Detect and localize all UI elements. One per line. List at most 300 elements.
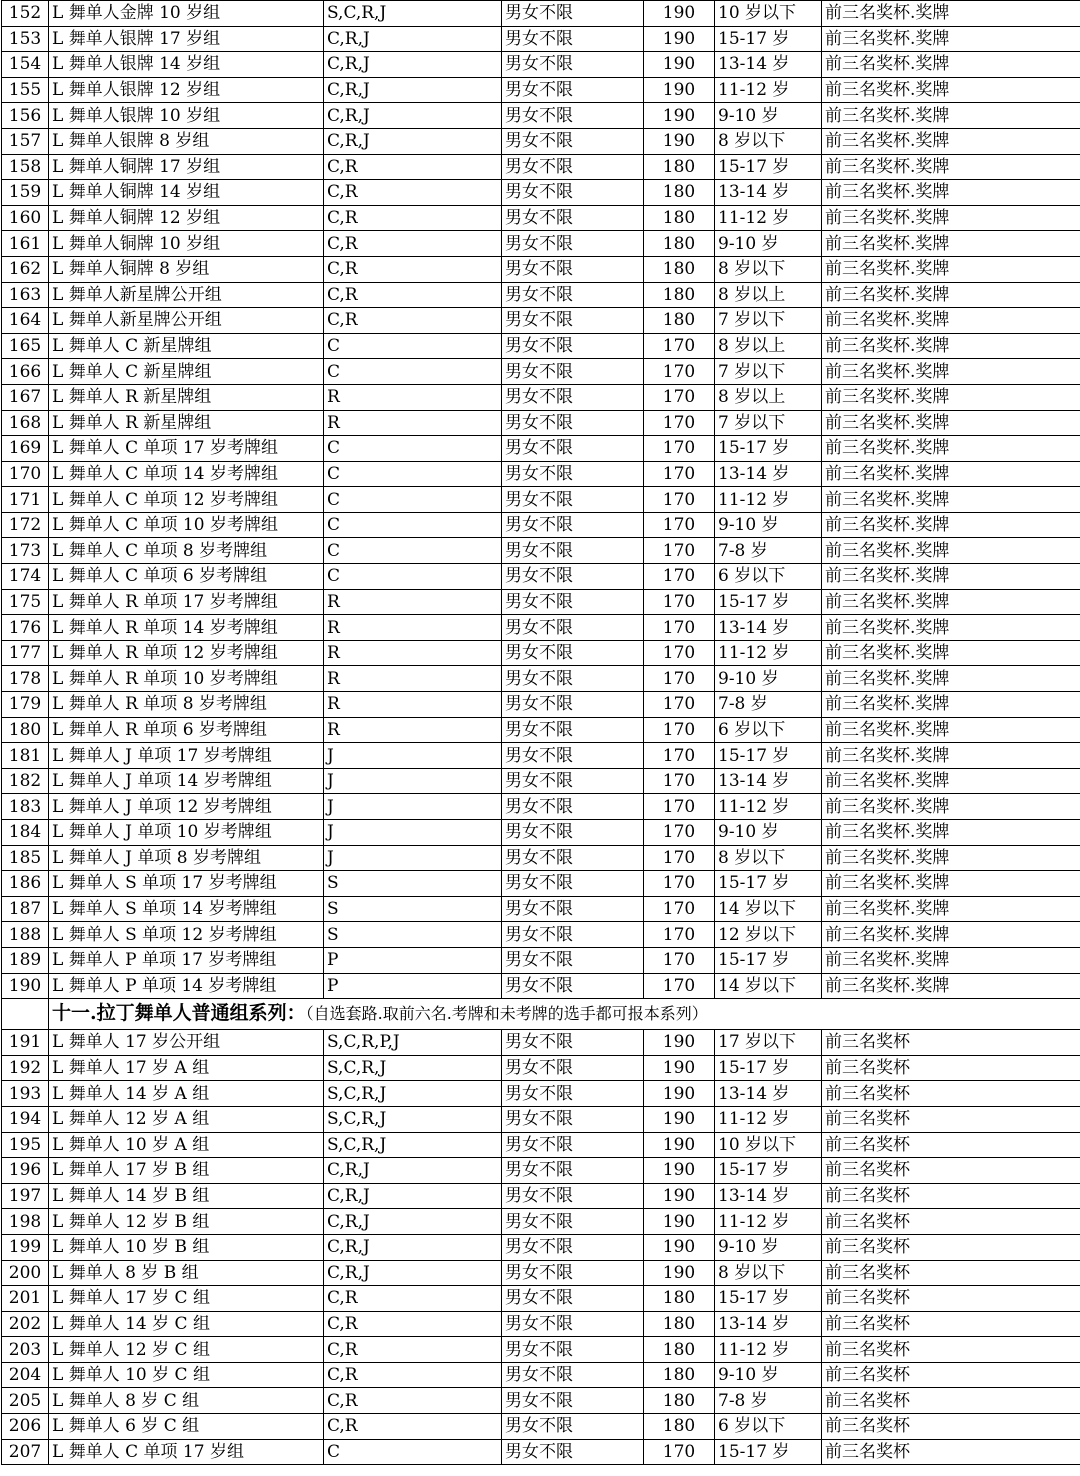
- cell-awards: 前三名奖杯.奖牌: [822, 692, 1080, 718]
- cell-event-name: L 舞单人 17 岁 B 组: [49, 1158, 324, 1184]
- cell-age-range: 11-12 岁: [715, 1209, 822, 1235]
- table-row: [2, 154, 1080, 180]
- table-row: [2, 717, 1080, 743]
- table-row: [2, 922, 1080, 948]
- cell-fee: 170: [644, 410, 715, 436]
- cell-event-name: L 舞单人 14 岁 B 组: [49, 1183, 324, 1209]
- cell-fee: 190: [644, 1106, 715, 1132]
- cell-awards: 前三名奖杯.奖牌: [822, 640, 1080, 666]
- cell-event-name: L 舞单人 10 岁 B 组: [49, 1234, 324, 1260]
- table-row: [2, 282, 1080, 308]
- cell-age-range: 11-12 岁: [715, 1337, 822, 1363]
- cell-dances: C,R: [324, 180, 502, 206]
- cell-gender: 男女不限: [502, 1286, 644, 1312]
- cell-dances: S: [324, 896, 502, 922]
- cell-number: 203: [2, 1337, 49, 1363]
- cell-age-range: 13-14 岁: [715, 1183, 822, 1209]
- cell-gender: 男女不限: [502, 1388, 644, 1414]
- cell-age-range: 12 岁以下: [715, 922, 822, 948]
- cell-gender: 男女不限: [502, 180, 644, 206]
- cell-gender: 男女不限: [502, 282, 644, 308]
- cell-awards: 前三名奖杯.奖牌: [822, 589, 1080, 615]
- cell-gender: 男女不限: [502, 1081, 644, 1107]
- cell-gender: 男女不限: [502, 871, 644, 897]
- cell-number: 178: [2, 666, 49, 692]
- cell-age-range: 6 岁以下: [715, 1414, 822, 1440]
- table-row: [2, 128, 1080, 154]
- cell-gender: 男女不限: [502, 256, 644, 282]
- table-row: [2, 1183, 1080, 1209]
- cell-event-name: L 舞单人 J 单项 8 岁考牌组: [49, 845, 324, 871]
- cell-age-range: 8 岁以上: [715, 333, 822, 359]
- cell-event-name: L 舞单人 R 新星牌组: [49, 384, 324, 410]
- cell-dances: R: [324, 589, 502, 615]
- cell-gender: 男女不限: [502, 77, 644, 103]
- table-row: [2, 103, 1080, 129]
- cell-age-range: 9-10 岁: [715, 512, 822, 538]
- cell-dances: C,R,J: [324, 1209, 502, 1235]
- cell-number: 158: [2, 154, 49, 180]
- cell-gender: 男女不限: [502, 896, 644, 922]
- cell-awards: 前三名奖杯.奖牌: [822, 1, 1080, 27]
- cell-dances: R: [324, 410, 502, 436]
- cell-dances: C: [324, 564, 502, 590]
- cell-gender: 男女不限: [502, 768, 644, 794]
- cell-fee: 170: [644, 666, 715, 692]
- cell-awards: 前三名奖杯.奖牌: [822, 77, 1080, 103]
- cell-event-name: L 舞单人银牌 14 岁组: [49, 52, 324, 78]
- cell-age-range: 8 岁以下: [715, 256, 822, 282]
- cell-dances: C,R,J: [324, 128, 502, 154]
- cell-dances: C: [324, 333, 502, 359]
- cell-number: 168: [2, 410, 49, 436]
- cell-fee: 180: [644, 1337, 715, 1363]
- cell-dances: R: [324, 384, 502, 410]
- cell-event-name: L 舞单人 R 新星牌组: [49, 410, 324, 436]
- cell-fee: 170: [644, 384, 715, 410]
- cell-age-range: 9-10 岁: [715, 231, 822, 257]
- cell-fee: 190: [644, 1055, 715, 1081]
- table-row: [2, 333, 1080, 359]
- cell-gender: 男女不限: [502, 717, 644, 743]
- cell-number: 163: [2, 282, 49, 308]
- cell-age-range: 9-10 岁: [715, 1362, 822, 1388]
- cell-number: 159: [2, 180, 49, 206]
- cell-number: 153: [2, 26, 49, 52]
- cell-event-name: L 舞单人 10 岁 A 组: [49, 1132, 324, 1158]
- cell-gender: 男女不限: [502, 589, 644, 615]
- cell-dances: C,R: [324, 256, 502, 282]
- cell-gender: 男女不限: [502, 52, 644, 78]
- table-row: [2, 52, 1080, 78]
- cell-event-name: L 舞单人 C 单项 17 岁组: [49, 1439, 324, 1465]
- cell-age-range: 10 岁以下: [715, 1132, 822, 1158]
- cell-number: 196: [2, 1158, 49, 1184]
- cell-number: 157: [2, 128, 49, 154]
- cell-gender: 男女不限: [502, 1337, 644, 1363]
- cell-age-range: 15-17 岁: [715, 743, 822, 769]
- cell-event-name: L 舞单人 C 单项 17 岁考牌组: [49, 436, 324, 462]
- cell-age-range: 7 岁以下: [715, 308, 822, 334]
- cell-number: 197: [2, 1183, 49, 1209]
- cell-event-name: L 舞单人 17 岁 C 组: [49, 1286, 324, 1312]
- table-row: [2, 973, 1080, 999]
- cell-age-range: 9-10 岁: [715, 103, 822, 129]
- table-row: [2, 820, 1080, 846]
- cell-gender: 男女不限: [502, 359, 644, 385]
- cell-age-range: 8 岁以上: [715, 282, 822, 308]
- table-body-top: [2, 1, 1080, 999]
- table-row: [2, 947, 1080, 973]
- cell-number: 199: [2, 1234, 49, 1260]
- cell-event-name: L 舞单人 14 岁 C 组: [49, 1311, 324, 1337]
- cell-awards: 前三名奖杯.奖牌: [822, 103, 1080, 129]
- cell-awards: 前三名奖杯: [822, 1106, 1080, 1132]
- cell-gender: 男女不限: [502, 922, 644, 948]
- table-row: [2, 384, 1080, 410]
- cell-dances: J: [324, 794, 502, 820]
- cell-age-range: 15-17 岁: [715, 1055, 822, 1081]
- cell-awards: 前三名奖杯: [822, 1158, 1080, 1184]
- cell-age-range: 14 岁以下: [715, 896, 822, 922]
- cell-fee: 170: [644, 717, 715, 743]
- cell-dances: J: [324, 845, 502, 871]
- cell-dances: S,C,R,J: [324, 1055, 502, 1081]
- cell-event-name: L 舞单人 R 单项 14 岁考牌组: [49, 615, 324, 641]
- cell-number: 173: [2, 538, 49, 564]
- cell-awards: 前三名奖杯: [822, 1286, 1080, 1312]
- cell-awards: 前三名奖杯.奖牌: [822, 461, 1080, 487]
- cell-event-name: L 舞单人 10 岁 C 组: [49, 1362, 324, 1388]
- cell-awards: 前三名奖杯.奖牌: [822, 128, 1080, 154]
- cell-fee: 170: [644, 615, 715, 641]
- table-row: [2, 436, 1080, 462]
- cell-awards: 前三名奖杯.奖牌: [822, 615, 1080, 641]
- table-row: [2, 180, 1080, 206]
- cell-awards: 前三名奖杯.奖牌: [822, 922, 1080, 948]
- cell-number: 207: [2, 1439, 49, 1465]
- cell-number: 182: [2, 768, 49, 794]
- table-row: [2, 564, 1080, 590]
- cell-event-name: L 舞单人 12 岁 A 组: [49, 1106, 324, 1132]
- cell-age-range: 15-17 岁: [715, 154, 822, 180]
- cell-fee: 170: [644, 538, 715, 564]
- cell-event-name: L 舞单人 R 单项 17 岁考牌组: [49, 589, 324, 615]
- cell-number: 172: [2, 512, 49, 538]
- cell-dances: J: [324, 768, 502, 794]
- section-note: （自选套路.取前六名.考牌和未考牌的选手都可报本系列）: [305, 1004, 708, 1024]
- cell-awards: 前三名奖杯.奖牌: [822, 333, 1080, 359]
- cell-fee: 170: [644, 461, 715, 487]
- cell-number: 174: [2, 564, 49, 590]
- table-row: [2, 205, 1080, 231]
- cell-number: 200: [2, 1260, 49, 1286]
- cell-fee: 170: [644, 871, 715, 897]
- cell-awards: 前三名奖杯.奖牌: [822, 308, 1080, 334]
- cell-gender: 男女不限: [502, 615, 644, 641]
- cell-dances: R: [324, 615, 502, 641]
- cell-age-range: 7-8 岁: [715, 538, 822, 564]
- table-row: [2, 1132, 1080, 1158]
- cell-dances: C,R,J: [324, 103, 502, 129]
- cell-dances: S,C,R,J: [324, 1081, 502, 1107]
- cell-gender: 男女不限: [502, 487, 644, 513]
- table-row: [2, 231, 1080, 257]
- cell-event-name: L 舞单人 J 单项 10 岁考牌组: [49, 820, 324, 846]
- cell-awards: 前三名奖杯: [822, 1439, 1080, 1465]
- cell-age-range: 13-14 岁: [715, 615, 822, 641]
- cell-gender: 男女不限: [502, 1055, 644, 1081]
- table-row: [2, 794, 1080, 820]
- cell-event-name: L 舞单人 R 单项 10 岁考牌组: [49, 666, 324, 692]
- cell-fee: 190: [644, 103, 715, 129]
- cell-dances: C,R,J: [324, 1234, 502, 1260]
- table-row: [2, 1158, 1080, 1184]
- cell-fee: 170: [644, 564, 715, 590]
- cell-fee: 190: [644, 1209, 715, 1235]
- cell-gender: 男女不限: [502, 103, 644, 129]
- cell-awards: 前三名奖杯.奖牌: [822, 180, 1080, 206]
- cell-age-range: 9-10 岁: [715, 1234, 822, 1260]
- cell-gender: 男女不限: [502, 640, 644, 666]
- cell-event-name: L 舞单人 S 单项 17 岁考牌组: [49, 871, 324, 897]
- cell-number: 175: [2, 589, 49, 615]
- cell-number: 183: [2, 794, 49, 820]
- table-row: [2, 1030, 1080, 1056]
- cell-fee: 170: [644, 947, 715, 973]
- cell-number: 167: [2, 384, 49, 410]
- cell-dances: C: [324, 461, 502, 487]
- cell-gender: 男女不限: [502, 333, 644, 359]
- table-row: [2, 359, 1080, 385]
- cell-number: 206: [2, 1414, 49, 1440]
- cell-fee: 180: [644, 1362, 715, 1388]
- cell-number: 187: [2, 896, 49, 922]
- cell-age-range: 11-12 岁: [715, 1106, 822, 1132]
- table-row: [2, 1414, 1080, 1440]
- cell-age-range: 15-17 岁: [715, 1286, 822, 1312]
- cell-awards: 前三名奖杯.奖牌: [822, 359, 1080, 385]
- cell-dances: C,R: [324, 1337, 502, 1363]
- cell-age-range: 10 岁以下: [715, 1, 822, 27]
- cell-awards: 前三名奖杯: [822, 1183, 1080, 1209]
- cell-dances: P: [324, 973, 502, 999]
- cell-fee: 190: [644, 1234, 715, 1260]
- cell-gender: 男女不限: [502, 1234, 644, 1260]
- cell-dances: C,R,J: [324, 1260, 502, 1286]
- cell-event-name: L 舞单人铜牌 17 岁组: [49, 154, 324, 180]
- cell-dances: P: [324, 947, 502, 973]
- cell-number: 152: [2, 1, 49, 27]
- cell-fee: 170: [644, 436, 715, 462]
- cell-number: 188: [2, 922, 49, 948]
- cell-fee: 190: [644, 1030, 715, 1056]
- table-row: [2, 1439, 1080, 1465]
- section-header-group: [2, 999, 1080, 1030]
- cell-gender: 男女不限: [502, 845, 644, 871]
- cell-number: 166: [2, 359, 49, 385]
- cell-age-range: 11-12 岁: [715, 77, 822, 103]
- cell-age-range: 7-8 岁: [715, 692, 822, 718]
- cell-event-name: L 舞单人 J 单项 14 岁考牌组: [49, 768, 324, 794]
- cell-age-range: 15-17 岁: [715, 436, 822, 462]
- cell-awards: 前三名奖杯: [822, 1337, 1080, 1363]
- cell-awards: 前三名奖杯: [822, 1030, 1080, 1056]
- cell-fee: 180: [644, 282, 715, 308]
- cell-event-name: L 舞单人新星牌公开组: [49, 282, 324, 308]
- table-row: [2, 768, 1080, 794]
- cell-dances: C: [324, 359, 502, 385]
- cell-fee: 190: [644, 1132, 715, 1158]
- cell-number: 164: [2, 308, 49, 334]
- cell-fee: 190: [644, 1183, 715, 1209]
- table-row: [2, 1260, 1080, 1286]
- cell-awards: 前三名奖杯.奖牌: [822, 973, 1080, 999]
- cell-awards: 前三名奖杯.奖牌: [822, 666, 1080, 692]
- cell-age-range: 15-17 岁: [715, 1158, 822, 1184]
- cell-awards: 前三名奖杯.奖牌: [822, 820, 1080, 846]
- cell-number: 193: [2, 1081, 49, 1107]
- cell-dances: J: [324, 743, 502, 769]
- table-row: [2, 487, 1080, 513]
- cell-dances: C,R: [324, 1414, 502, 1440]
- cell-awards: 前三名奖杯: [822, 1081, 1080, 1107]
- cell-dances: C: [324, 436, 502, 462]
- table-row: [2, 871, 1080, 897]
- cell-number: 189: [2, 947, 49, 973]
- cell-fee: 170: [644, 922, 715, 948]
- table-row: [2, 896, 1080, 922]
- cell-number: 194: [2, 1106, 49, 1132]
- cell-fee: 180: [644, 1414, 715, 1440]
- event-table: [1, 0, 1080, 1465]
- cell-fee: 170: [644, 333, 715, 359]
- cell-fee: 180: [644, 308, 715, 334]
- cell-fee: 180: [644, 1311, 715, 1337]
- cell-event-name: L 舞单人 8 岁 C 组: [49, 1388, 324, 1414]
- cell-age-range: 13-14 岁: [715, 1081, 822, 1107]
- cell-fee: 180: [644, 205, 715, 231]
- cell-awards: 前三名奖杯.奖牌: [822, 205, 1080, 231]
- cell-dances: S,C,R,J: [324, 1106, 502, 1132]
- cell-gender: 男女不限: [502, 743, 644, 769]
- cell-gender: 男女不限: [502, 538, 644, 564]
- cell-awards: 前三名奖杯.奖牌: [822, 896, 1080, 922]
- cell-fee: 170: [644, 692, 715, 718]
- cell-event-name: L 舞单人 C 新星牌组: [49, 333, 324, 359]
- cell-awards: 前三名奖杯: [822, 1055, 1080, 1081]
- table-row: [2, 1362, 1080, 1388]
- cell-event-name: L 舞单人 P 单项 14 岁考牌组: [49, 973, 324, 999]
- cell-number: 204: [2, 1362, 49, 1388]
- cell-number: 190: [2, 973, 49, 999]
- cell-awards: 前三名奖杯.奖牌: [822, 871, 1080, 897]
- cell-awards: 前三名奖杯: [822, 1260, 1080, 1286]
- table-row: [2, 1286, 1080, 1312]
- cell-awards: 前三名奖杯.奖牌: [822, 768, 1080, 794]
- table-row: [2, 1234, 1080, 1260]
- cell-fee: 170: [644, 359, 715, 385]
- table-row: [2, 1081, 1080, 1107]
- table-row: [2, 1209, 1080, 1235]
- cell-gender: 男女不限: [502, 1439, 644, 1465]
- table-row: [2, 410, 1080, 436]
- cell-gender: 男女不限: [502, 1132, 644, 1158]
- cell-event-name: L 舞单人 P 单项 17 岁考牌组: [49, 947, 324, 973]
- cell-dances: C: [324, 487, 502, 513]
- cell-gender: 男女不限: [502, 692, 644, 718]
- cell-age-range: 14 岁以下: [715, 973, 822, 999]
- cell-event-name: L 舞单人银牌 12 岁组: [49, 77, 324, 103]
- table-body-bottom: [2, 1030, 1080, 1465]
- table-row: [2, 26, 1080, 52]
- table-row: [2, 1106, 1080, 1132]
- cell-dances: C,R: [324, 154, 502, 180]
- cell-fee: 190: [644, 1260, 715, 1286]
- cell-fee: 170: [644, 512, 715, 538]
- cell-awards: 前三名奖杯.奖牌: [822, 717, 1080, 743]
- cell-fee: 170: [644, 845, 715, 871]
- cell-awards: 前三名奖杯: [822, 1362, 1080, 1388]
- cell-event-name: L 舞单人银牌 17 岁组: [49, 26, 324, 52]
- cell-dances: C,R: [324, 308, 502, 334]
- cell-awards: 前三名奖杯: [822, 1209, 1080, 1235]
- cell-age-range: 13-14 岁: [715, 180, 822, 206]
- cell-number: 162: [2, 256, 49, 282]
- cell-event-name: L 舞单人金牌 10 岁组: [49, 1, 324, 27]
- cell-event-name: L 舞单人 6 岁 C 组: [49, 1414, 324, 1440]
- cell-gender: 男女不限: [502, 1, 644, 27]
- cell-gender: 男女不限: [502, 1414, 644, 1440]
- cell-gender: 男女不限: [502, 820, 644, 846]
- cell-gender: 男女不限: [502, 384, 644, 410]
- cell-gender: 男女不限: [502, 410, 644, 436]
- cell-awards: 前三名奖杯: [822, 1132, 1080, 1158]
- cell-event-name: L 舞单人 S 单项 14 岁考牌组: [49, 896, 324, 922]
- cell-event-name: L 舞单人新星牌公开组: [49, 308, 324, 334]
- cell-awards: 前三名奖杯.奖牌: [822, 947, 1080, 973]
- cell-fee: 190: [644, 52, 715, 78]
- section-header-blank: [2, 999, 49, 1030]
- cell-dances: S,C,R,J: [324, 1132, 502, 1158]
- cell-event-name: L 舞单人铜牌 14 岁组: [49, 180, 324, 206]
- cell-number: 165: [2, 333, 49, 359]
- table-row: [2, 589, 1080, 615]
- table-row: [2, 1055, 1080, 1081]
- table-row: [2, 77, 1080, 103]
- cell-age-range: 6 岁以下: [715, 717, 822, 743]
- cell-gender: 男女不限: [502, 564, 644, 590]
- cell-dances: J: [324, 820, 502, 846]
- cell-dances: C: [324, 538, 502, 564]
- cell-age-range: 15-17 岁: [715, 26, 822, 52]
- table-row: [2, 538, 1080, 564]
- cell-gender: 男女不限: [502, 1311, 644, 1337]
- cell-dances: S: [324, 871, 502, 897]
- cell-age-range: 15-17 岁: [715, 947, 822, 973]
- section-header-cell: [49, 999, 1080, 1030]
- cell-age-range: 15-17 岁: [715, 1439, 822, 1465]
- cell-gender: 男女不限: [502, 154, 644, 180]
- cell-gender: 男女不限: [502, 128, 644, 154]
- cell-age-range: 8 岁以下: [715, 128, 822, 154]
- cell-fee: 170: [644, 640, 715, 666]
- table-row: [2, 1, 1080, 27]
- cell-number: 154: [2, 52, 49, 78]
- cell-awards: 前三名奖杯.奖牌: [822, 154, 1080, 180]
- cell-dances: R: [324, 640, 502, 666]
- cell-event-name: L 舞单人 17 岁 A 组: [49, 1055, 324, 1081]
